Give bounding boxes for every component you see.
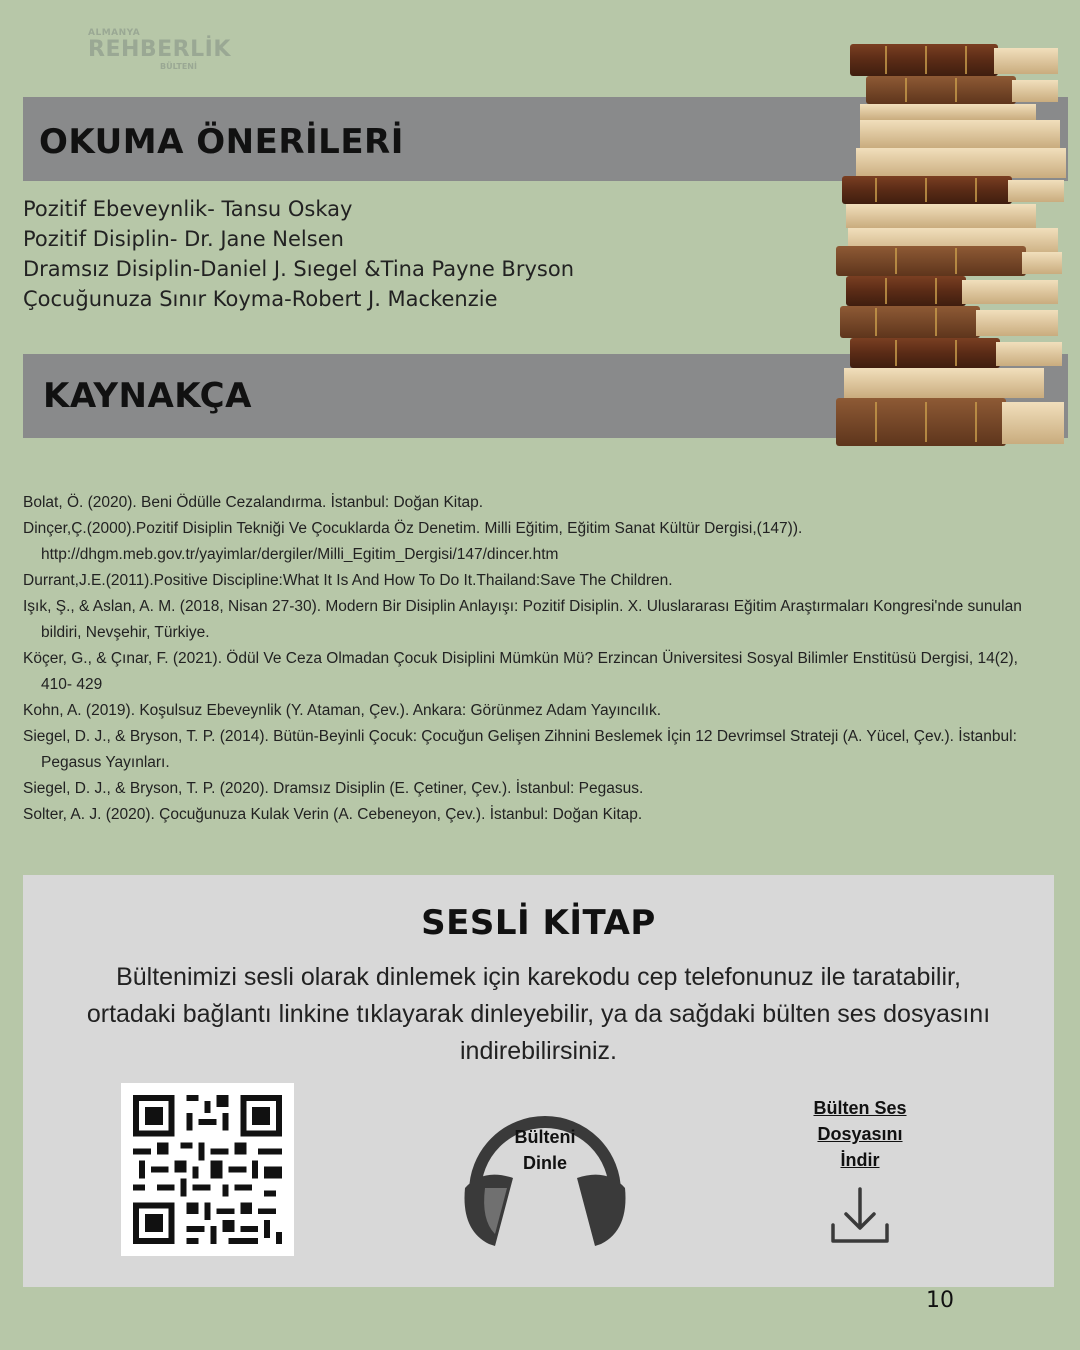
listen-label-line-1: Bülteni (514, 1127, 576, 1147)
download-link-line-2[interactable]: Dosyasını (817, 1124, 903, 1144)
reference-item: Işık, Ş., & Aslan, A. M. (2018, Nisan 27-30). Modern Bir Disiplin Anlayışı: Pozitif Disiplin. X. Uluslararası Eğitim Araştırmaları Kongresi'nde sunulan bildiri, Nevşehir, Türkiye. (23, 598, 1022, 641)
logo-line-3: BÜLTENİ (160, 62, 197, 71)
listen-label-line-2: Dinle (522, 1153, 567, 1173)
download-icon (829, 1185, 891, 1247)
listen-button[interactable] (455, 1080, 635, 1252)
reading-item: Pozitif Disiplin- Dr. Jane Nelsen (23, 227, 344, 251)
logo-line-1: ALMANYA (88, 28, 141, 38)
newsletter-logo (88, 28, 231, 71)
audiobook-panel (23, 875, 1054, 1287)
reference-item: Bolat, Ö. (2020). Beni Ödülle Cezalandırma. İstanbul: Doğan Kitap. (23, 494, 484, 511)
references-title: KAYNAKÇA (43, 376, 252, 416)
download-link-line-3[interactable]: İndir (840, 1150, 880, 1170)
download-link-line-1[interactable]: Bülten Ses (813, 1098, 907, 1118)
reading-item: Çocuğunuza Sınır Koyma-Robert J. Mackenzie (23, 287, 498, 311)
audiobook-description: Bültenimizi sesli olarak dinlemek için karekodu cep telefonunuz ile taratabilir, ortadaki bağlantı linkine tıklayarak dinleyebilir, ya da sağdaki bülten ses dosyasını indirebilirsiniz. (86, 963, 991, 1065)
reference-item: Durrant,J.E.(2011).Positive Discipline:What It Is And How To Do It.Thailand:Save The Children. (23, 572, 673, 589)
reading-item: Dramsız Disiplin-Daniel J. Sıegel &Tina Payne Bryson (23, 257, 575, 281)
reference-item: Dinçer,Ç.(2000).Pozitif Disiplin Tekniği Ve Çocuklarda Öz Denetim. Milli Eğitim, Eğitim Sanat Kültür Dergisi,(147)). http://dhgm.meb.gov.tr/yayimlar/dergiler/Milli_Egitim_Dergisi/147/dincer.htm (23, 520, 803, 563)
listen-label (455, 1124, 635, 1176)
reference-item: Köçer, G., & Çınar, F. (2021). Ödül Ve Ceza Olmadan Çocuk Disiplini Mümkün Mü? Erzincan Üniversitesi Sosyal Bilimler Enstitüsü Dergisi, 14(2), 410- 429 (23, 650, 1018, 693)
download-button[interactable] (785, 1095, 935, 1252)
reading-list (23, 194, 574, 314)
reading-item: Pozitif Ebeveynlik- Tansu Oskay (23, 197, 353, 221)
page-number: 10 (926, 1288, 954, 1313)
book-stack-image (836, 40, 1072, 450)
audiobook-title: SESLİ KİTAP (421, 903, 656, 943)
reference-item: Siegel, D. J., & Bryson, T. P. (2020). Dramsız Disiplin (E. Çetiner, Çev.). İstanbul: Pegasus. (23, 780, 644, 797)
reference-item: Kohn, A. (2019). Koşulsuz Ebeveynlik (Y. Ataman, Çev.). Ankara: Görünmez Adam Yayıncılık. (23, 702, 662, 719)
reading-title: OKUMA ÖNERİLERİ (39, 122, 404, 162)
reference-item: Solter, A. J. (2020). Çocuğunuza Kulak Verin (A. Cebeneyon, Çev.). İstanbul: Doğan Kitap. (23, 806, 643, 823)
reference-list (23, 490, 1033, 828)
logo-line-2: REHBERLİK (88, 37, 231, 62)
reference-item: Siegel, D. J., & Bryson, T. P. (2014). Bütün-Beyinli Çocuk: Çocuğun Gelişen Zihnini Beslemek İçin 12 Devrimsel Strateji (A. Yücel, Çev.). İstanbul: Pegasus Yayınları. (23, 728, 1017, 771)
qr-code-icon[interactable] (121, 1083, 294, 1256)
